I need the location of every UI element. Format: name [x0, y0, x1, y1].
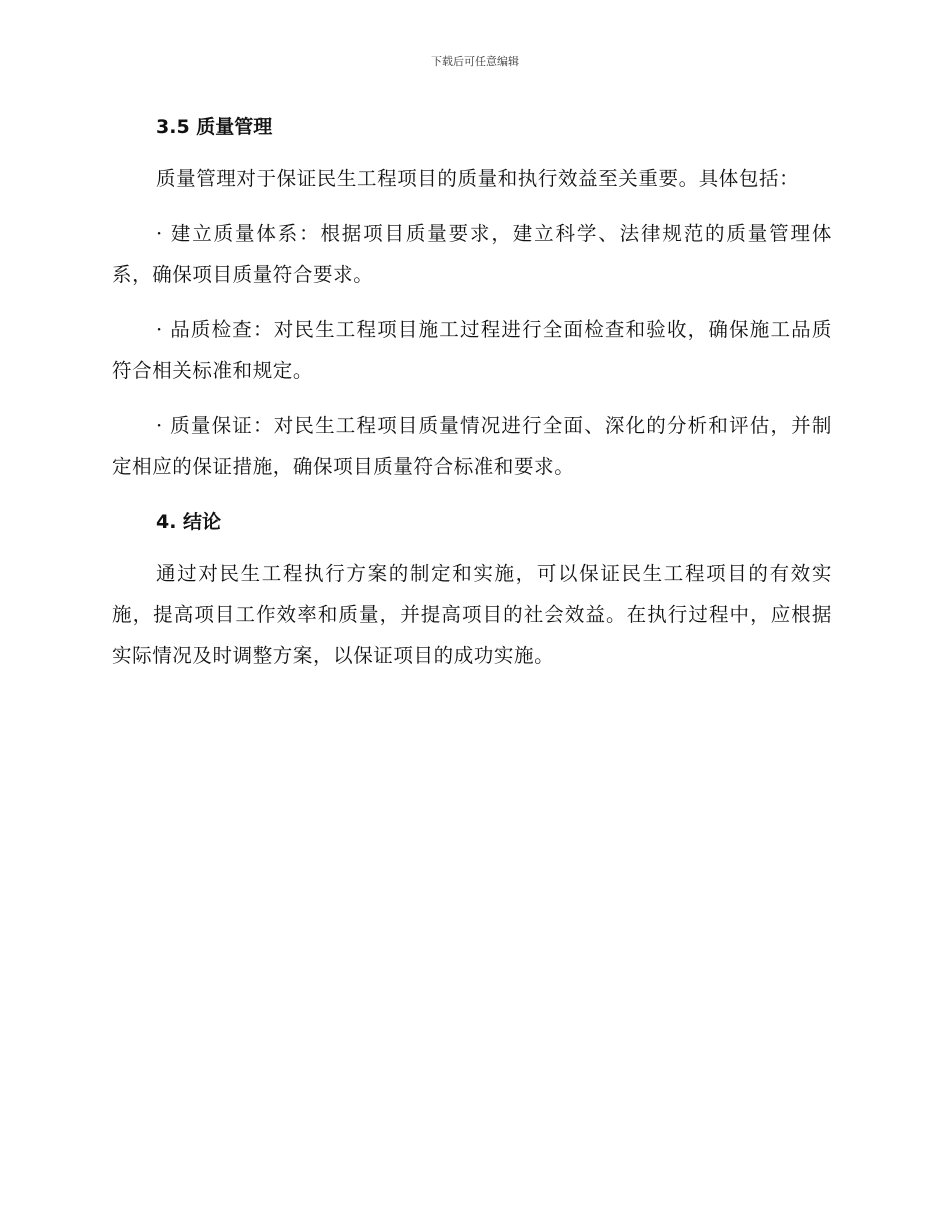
section-heading-quality-management: 3.5 质量管理 — [156, 116, 273, 138]
section-heading-conclusion: 4. 结论 — [156, 511, 222, 533]
bullet-quality-assurance: · 质量保证：对民生工程项目质量情况进行全面、深化的分析和评估，并制定相应的保证措施，确保项目质量符合标准和要求。 — [112, 414, 832, 478]
bullet-quality-inspection: · 品质检查：对民生工程项目施工过程进行全面检查和验收，确保施工品质符合相关标准和规定。 — [112, 318, 832, 382]
document-body — [112, 108, 832, 676]
conclusion-paragraph: 通过对民生工程执行方案的制定和实施，可以保证民生工程项目的有效实施，提高项目工作效率和质量，并提高项目的社会效益。在执行过程中，应根据实际情况及时调整方案，以保证项目的成功实施。 — [112, 562, 832, 667]
page-header: 下载后可任意编辑 — [431, 55, 519, 68]
quality-intro-paragraph: 质量管理对于保证民生工程项目的质量和执行效益至关重要。具体包括： — [156, 167, 800, 190]
bullet-quality-system: · 建立质量体系：根据项目质量要求，建立科学、法律规范的质量管理体系，确保项目质量符合要求。 — [112, 222, 832, 286]
